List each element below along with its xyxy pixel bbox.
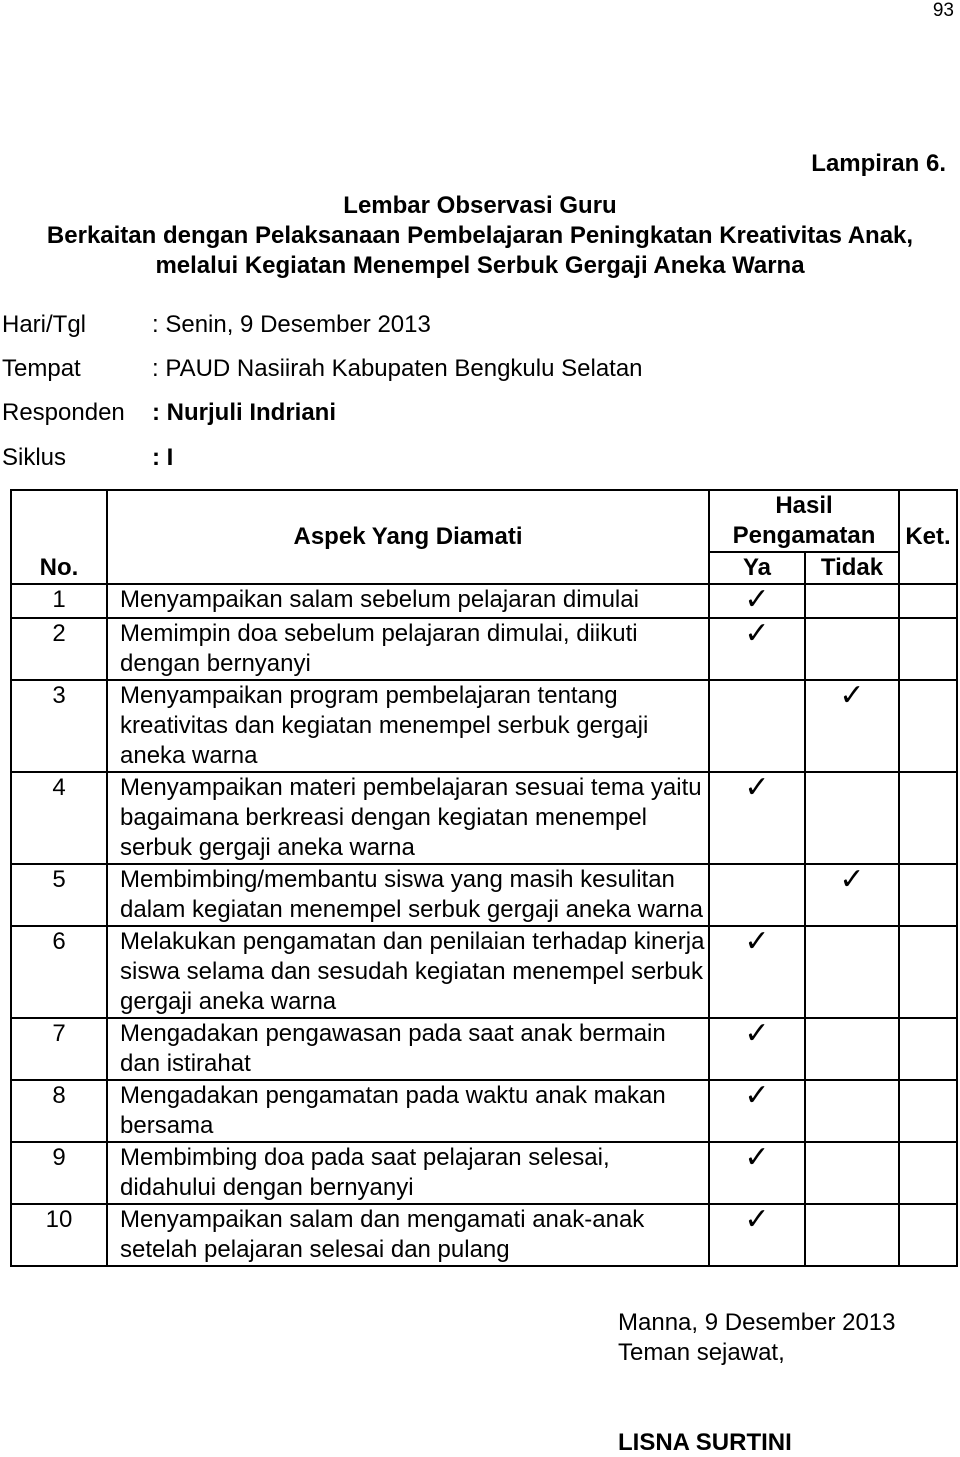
table-row — [11, 1018, 957, 1080]
header-aspek: Aspek Yang Diamati — [107, 490, 709, 584]
row-no: 10 — [11, 1204, 107, 1266]
checkmark-icon: ✓ — [744, 1016, 770, 1051]
row-no: 9 — [11, 1142, 107, 1204]
checkmark-icon: ✓ — [839, 678, 865, 713]
observation-table — [10, 489, 958, 1267]
header-hasil: Hasil Pengamatan — [709, 490, 899, 552]
siklus-label: Siklus — [2, 444, 67, 471]
row-tidak-check — [805, 1080, 899, 1142]
row-ya-check — [709, 618, 805, 680]
row-aspek: Menyampaikan program pembelajaran tentang kreativitas dan kegiatan menempel serbuk gergaji aneka warna — [107, 680, 709, 772]
row-no: 4 — [11, 772, 107, 864]
row-no: 5 — [11, 864, 107, 926]
row-tidak-check — [805, 584, 899, 618]
title-line-2: Berkaitan dengan Pelaksanaan Pembelajaran Peningkatan Kreativitas Anak, — [46, 222, 914, 249]
table-header-row — [11, 490, 957, 552]
checkmark-icon: ✓ — [744, 1078, 770, 1113]
checkmark-icon: ✓ — [744, 1140, 770, 1175]
row-no: 8 — [11, 1080, 107, 1142]
row-tidak-check — [805, 926, 899, 1018]
table-row — [11, 1080, 957, 1142]
row-aspek: Membimbing doa pada saat pelajaran selesai, didahului dengan bernyanyi — [107, 1142, 709, 1204]
row-tidak-check — [805, 680, 899, 772]
header-no: No. — [11, 490, 107, 584]
title-line-1: Lembar Observasi Guru — [343, 192, 617, 219]
row-tidak-check — [805, 864, 899, 926]
title-line-3: melalui Kegiatan Menempel Serbuk Gergaji Aneka Warna — [155, 252, 805, 279]
row-no: 6 — [11, 926, 107, 1018]
row-aspek: Menyampaikan salam sebelum pelajaran dimulai — [107, 584, 709, 618]
info-responden — [2, 399, 336, 427]
row-no: 2 — [11, 618, 107, 680]
footer-role: Teman sejawat, — [618, 1339, 785, 1366]
row-aspek: Mengadakan pengawasan pada saat anak bermain dan istirahat — [107, 1018, 709, 1080]
row-ya-check — [709, 772, 805, 864]
row-aspek: Memimpin doa sebelum pelajaran dimulai, diikuti dengan bernyanyi — [107, 618, 709, 680]
appendix-label: Lampiran 6. — [811, 150, 946, 177]
row-aspek: Melakukan pengamatan dan penilaian terhadap kinerja siswa selama dan sesudah kegiatan menempel serbuk gergaji aneka warna — [107, 926, 709, 1018]
row-ya-check — [709, 1080, 805, 1142]
info-hari-tgl — [2, 311, 431, 339]
row-ket — [899, 680, 957, 772]
info-tempat — [2, 355, 643, 383]
row-ya-check — [709, 1142, 805, 1204]
hari-tgl-value: : Senin, 9 Desember 2013 — [152, 311, 431, 338]
page-number: 93 — [932, 0, 954, 21]
row-aspek: Menyampaikan materi pembelajaran sesuai tema yaitu bagaimana berkreasi dengan kegiatan menempel serbuk gergaji aneka warna — [107, 772, 709, 864]
row-tidak-check — [805, 772, 899, 864]
row-tidak-check — [805, 1204, 899, 1266]
row-no: 1 — [11, 584, 107, 618]
checkmark-icon: ✓ — [744, 616, 770, 651]
row-ket — [899, 864, 957, 926]
row-no: 3 — [11, 680, 107, 772]
header-ya: Ya — [709, 552, 805, 584]
table-row — [11, 680, 957, 772]
checkmark-icon: ✓ — [839, 862, 865, 897]
row-ya-check — [709, 584, 805, 618]
row-tidak-check — [805, 1018, 899, 1080]
info-siklus — [2, 444, 173, 472]
footer-place-date: Manna, 9 Desember 2013 — [618, 1309, 896, 1336]
row-no: 7 — [11, 1018, 107, 1080]
tempat-value: : PAUD Nasiirah Kabupaten Bengkulu Selatan — [152, 355, 643, 382]
hari-tgl-label: Hari/Tgl — [2, 311, 87, 338]
row-ket — [899, 1204, 957, 1266]
table-row — [11, 1142, 957, 1204]
row-aspek: Mengadakan pengamatan pada waktu anak makan bersama — [107, 1080, 709, 1142]
table-row — [11, 1204, 957, 1266]
row-aspek: Menyampaikan salam dan mengamati anak-anak setelah pelajaran selesai dan pulang — [107, 1204, 709, 1266]
footer-signer: LISNA SURTINI — [618, 1429, 792, 1456]
row-ya-check — [709, 1204, 805, 1266]
row-aspek: Membimbing/membantu siswa yang masih kesulitan dalam kegiatan menempel serbuk gergaji aneka warna — [107, 864, 709, 926]
table-row — [11, 772, 957, 864]
document-title — [0, 191, 960, 281]
row-ya-check — [709, 680, 805, 772]
row-tidak-check — [805, 618, 899, 680]
header-ket: Ket. — [899, 490, 957, 584]
header-tidak: Tidak — [805, 552, 899, 584]
checkmark-icon: ✓ — [744, 582, 770, 617]
row-ya-check — [709, 1018, 805, 1080]
checkmark-icon: ✓ — [744, 770, 770, 805]
row-ket — [899, 618, 957, 680]
responden-label: Responden — [2, 399, 125, 426]
row-ket — [899, 1080, 957, 1142]
row-ket — [899, 1018, 957, 1080]
row-ya-check — [709, 926, 805, 1018]
row-tidak-check — [805, 1142, 899, 1204]
responden-value: : Nurjuli Indriani — [152, 399, 336, 426]
table-row — [11, 864, 957, 926]
row-ket — [899, 1142, 957, 1204]
tempat-label: Tempat — [2, 355, 81, 382]
table-row — [11, 926, 957, 1018]
checkmark-icon: ✓ — [744, 1202, 770, 1237]
row-ket — [899, 772, 957, 864]
table-row — [11, 618, 957, 680]
table-row — [11, 584, 957, 618]
row-ya-check — [709, 864, 805, 926]
siklus-value: : I — [152, 444, 174, 471]
row-ket — [899, 926, 957, 1018]
checkmark-icon: ✓ — [744, 924, 770, 959]
row-ket — [899, 584, 957, 618]
